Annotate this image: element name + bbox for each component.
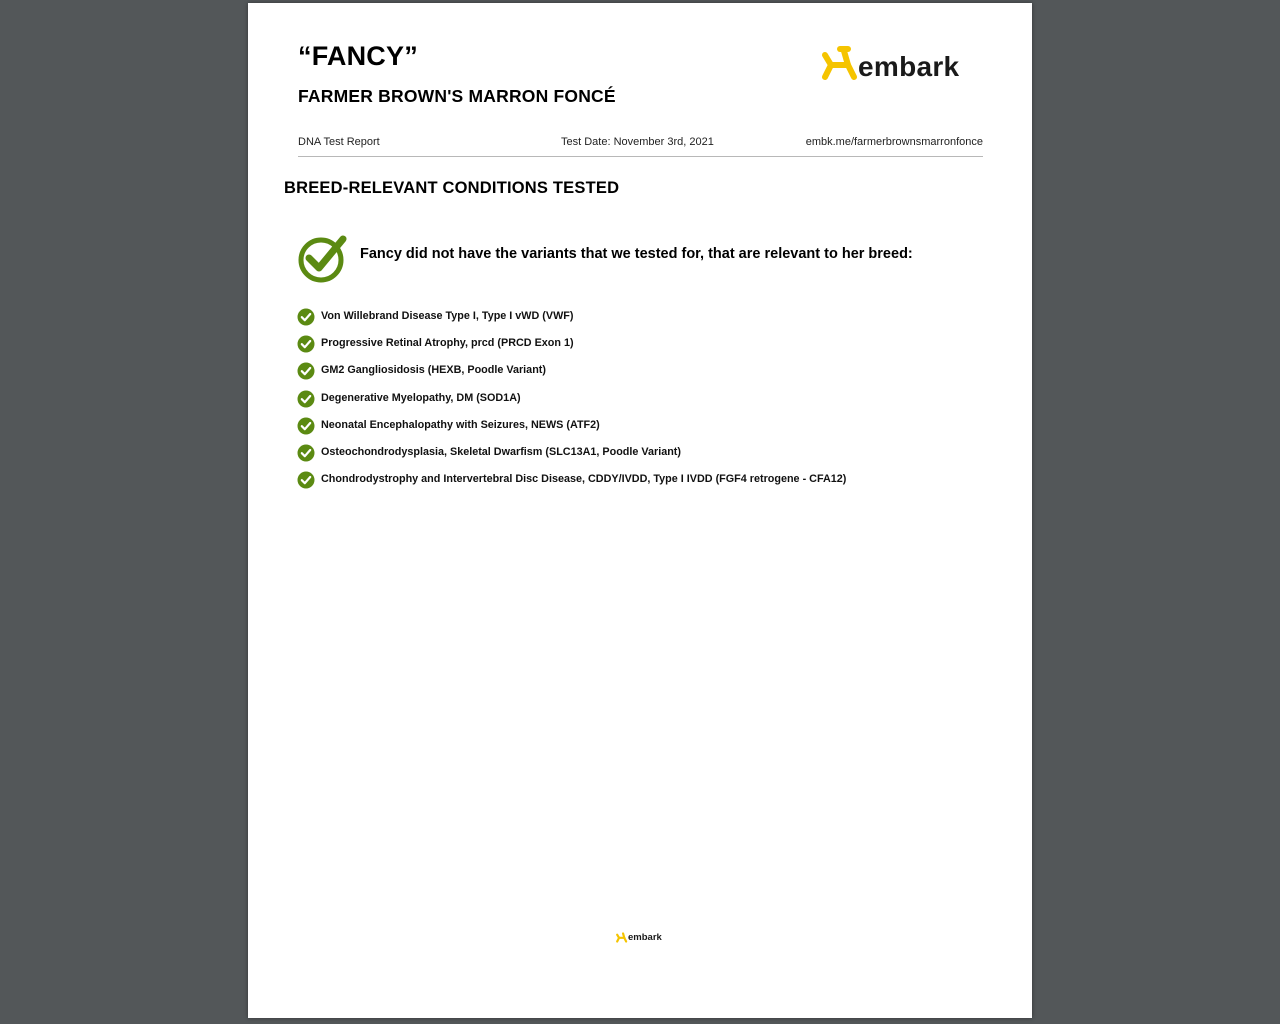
conditions-list (297, 303, 846, 494)
condition-name: Osteochondrodysplasia, Skeletal Dwarfism (SLC13A1, Poodle Variant) (321, 446, 682, 459)
list-item (297, 439, 846, 466)
condition-name: Degenerative Myelopathy, DM (SOD1A) (321, 391, 521, 404)
condition-name: Progressive Retinal Atrophy, prcd (PRCD Exon 1) (321, 336, 574, 349)
list-item (297, 385, 846, 412)
embark-logo-icon (818, 43, 860, 85)
embark-logo (818, 43, 959, 85)
checkmark-circle-icon (297, 390, 315, 408)
footer-logo-text: embark (628, 932, 662, 943)
dog-registered-name: FARMER BROWN'S MARRON FONCÉ (298, 86, 616, 106)
condition-name: Chondrodystrophy and Intervertebral Disc Disease, CDDY/IVDD, Type I IVDD (FGF4 retrogene - CFA12) (321, 473, 847, 486)
condition-name: Von Willebrand Disease Type I, Type I vWD (VWF) (321, 309, 574, 322)
condition-name: Neonatal Encephalopathy with Seizures, NEWS (ATF2) (321, 418, 600, 431)
checkmark-circle-icon (297, 362, 315, 380)
large-checkmark-icon (297, 233, 347, 288)
test-date: Test Date: November 3rd, 2021 (561, 136, 714, 148)
report-type: DNA Test Report (298, 136, 380, 148)
embark-logo-text: embark (858, 51, 960, 82)
checkmark-circle-icon (297, 308, 315, 326)
embark-logo-icon (615, 931, 628, 944)
checkmark-circle-icon (297, 417, 315, 435)
list-item (297, 412, 846, 439)
dog-call-name: “FANCY” (298, 41, 418, 71)
condition-name: GM2 Gangliosidosis (HEXB, Poodle Variant) (321, 364, 546, 377)
profile-url: embk.me/farmerbrownsmarronfonce (805, 136, 983, 148)
list-item (297, 303, 846, 330)
checkmark-circle-icon (297, 444, 315, 462)
list-item (297, 467, 846, 494)
list-item (297, 358, 846, 385)
footer-logo (615, 931, 662, 944)
report-page (248, 3, 1032, 1018)
result-summary: Fancy did not have the variants that we tested for, that are relevant to her breed: (360, 246, 913, 262)
list-item (297, 330, 846, 357)
checkmark-circle-icon (297, 335, 315, 353)
report-meta-row (298, 136, 983, 157)
section-title: BREED-RELEVANT CONDITIONS TESTED (284, 179, 620, 197)
checkmark-circle-icon (297, 471, 315, 489)
